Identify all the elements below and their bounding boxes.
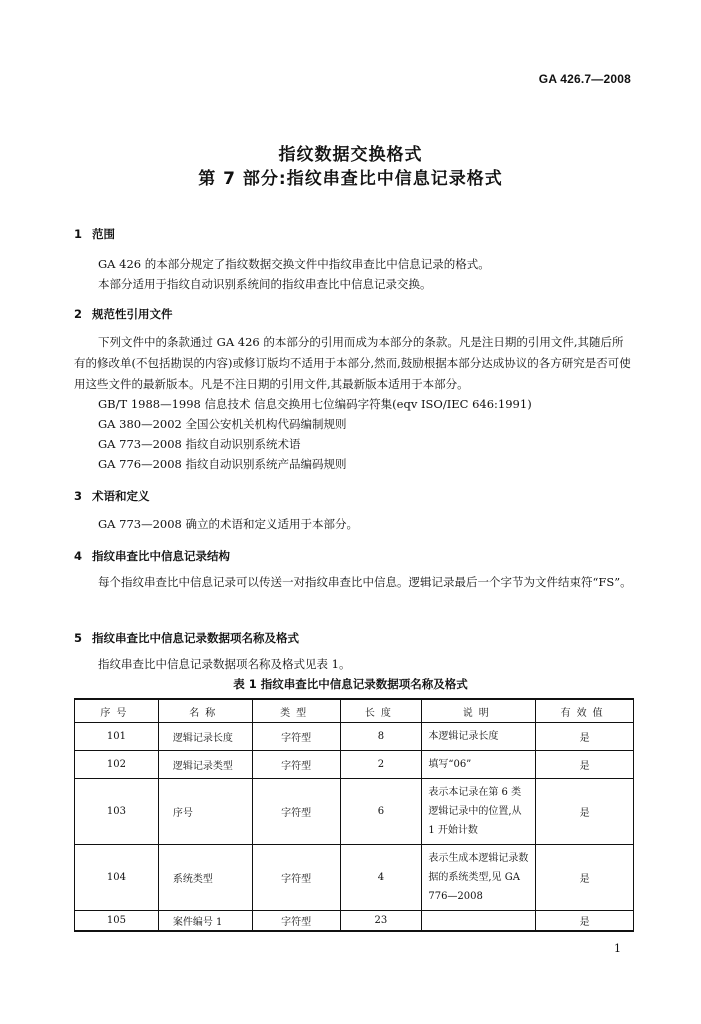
table-cell: 系统类型: [158, 845, 252, 911]
column-header: 类型: [252, 699, 340, 723]
section-number: 3: [74, 489, 83, 503]
table-cell: 字符型: [252, 845, 340, 911]
table-cell: 逻辑记录长度: [158, 723, 252, 751]
standard-number: GA 426.7—2008: [538, 72, 631, 86]
table-cell: 104: [75, 845, 159, 911]
section-1-heading: [74, 226, 115, 242]
section-2-paragraph: [74, 332, 634, 395]
section-title: 指纹串查比中信息记录数据项名称及格式: [92, 631, 299, 645]
reference-item: GA 380—2002 全国公安机关机构代码编制规则: [98, 417, 347, 431]
table-cell: 是: [536, 779, 634, 845]
column-header: 长度: [340, 699, 422, 723]
section-title: 规范性引用文件: [92, 307, 173, 321]
section-title: 指纹串查比中信息记录结构: [92, 549, 230, 563]
table-cell: 是: [536, 723, 634, 751]
section-4-heading: [74, 548, 230, 564]
table-row: [75, 779, 634, 845]
column-header: 有效值: [536, 699, 634, 723]
table-cell: 填写“06”: [422, 751, 536, 779]
section-1-paragraph-1: GA 426 的本部分规定了指纹数据交换文件中指纹串查比中信息记录的格式。: [98, 257, 490, 271]
table-cell: 103: [75, 779, 159, 845]
section-4-text: 每个指纹串查比中信息记录可以传送一对指纹串查比中信息。逻辑记录最后一个字节为文件结束符“FS”。: [98, 575, 632, 589]
table-cell: 23: [340, 911, 422, 931]
table-cell: 4: [340, 845, 422, 911]
table-row: [75, 751, 634, 779]
section-title: 范围: [92, 227, 115, 241]
section-1-paragraph-2: 本部分适用于指纹自动识别系统间的指纹串查比中信息记录交换。: [98, 277, 432, 291]
section-title: 术语和定义: [92, 489, 150, 503]
section-number: 1: [74, 227, 83, 241]
section-number: 2: [74, 307, 83, 321]
table-cell: 本逻辑记录长度: [422, 723, 536, 751]
table-cell: 表示本记录在第 6 类逻辑记录中的位置,从 1 开始计数: [422, 779, 536, 845]
table-cell: 2: [340, 751, 422, 779]
section-number: 5: [74, 631, 83, 645]
page-number: 1: [614, 942, 621, 955]
table-cell: 是: [536, 845, 634, 911]
section-4-paragraph: [74, 572, 634, 593]
reference-item: GA 776—2008 指纹自动识别系统产品编码规则: [98, 457, 347, 471]
table-cell: 8: [340, 723, 422, 751]
table-cell: 字符型: [252, 723, 340, 751]
section-2-text: 下列文件中的条款通过 GA 426 的本部分的引用而成为本部分的条款。凡是注日期的引用文件,其随后所有的修改单(不包括勘误的内容)或修订版均不适用于本部分,然而,鼓励根据本部分达成协议的各方研究是否可使用这些文件的最新版本。凡是不注日期的引用文件,其最新版本适用于本部分。: [74, 335, 631, 391]
section-3-paragraph: GA 773—2008 确立的术语和定义适用于本部分。: [98, 517, 359, 531]
table-cell: 案件编号 1: [158, 911, 252, 931]
column-header: 序号: [75, 699, 159, 723]
table-cell: 逻辑记录类型: [158, 751, 252, 779]
table-cell: 101: [75, 723, 159, 751]
table-cell: 序号: [158, 779, 252, 845]
document-subtitle: 第 7 部分:指纹串查比中信息记录格式: [198, 169, 503, 189]
table-header-row: [75, 699, 634, 723]
table-cell: 是: [536, 751, 634, 779]
reference-item: GB/T 1988—1998 信息技术 信息交换用七位编码字符集(eqv ISO/IEC 646:1991): [98, 397, 532, 411]
data-items-table: [74, 698, 634, 932]
section-3-heading: [74, 488, 150, 504]
table-cell: 字符型: [252, 911, 340, 931]
column-header: 说明: [422, 699, 536, 723]
table-cell: 字符型: [252, 779, 340, 845]
table-cell: 表示生成本逻辑记录数据的系统类型,见 GA 776—2008: [422, 845, 536, 911]
table-cell: 是: [536, 911, 634, 931]
table-cell: 105: [75, 911, 159, 931]
table-cell: 字符型: [252, 751, 340, 779]
table-caption: 表 1 指纹串查比中信息记录数据项名称及格式: [233, 677, 468, 691]
document-title: 指纹数据交换格式: [278, 145, 423, 165]
section-5-heading: [74, 630, 299, 646]
table-cell: [422, 911, 536, 931]
column-header: 名称: [158, 699, 252, 723]
table-row: [75, 911, 634, 931]
section-2-heading: [74, 306, 173, 322]
section-number: 4: [74, 549, 83, 563]
table-row: [75, 845, 634, 911]
section-5-paragraph: 指纹串查比中信息记录数据项名称及格式见表 1。: [98, 657, 351, 671]
table-row: [75, 723, 634, 751]
reference-item: GA 773—2008 指纹自动识别系统术语: [98, 437, 301, 451]
table-cell: 102: [75, 751, 159, 779]
table-cell: 6: [340, 779, 422, 845]
